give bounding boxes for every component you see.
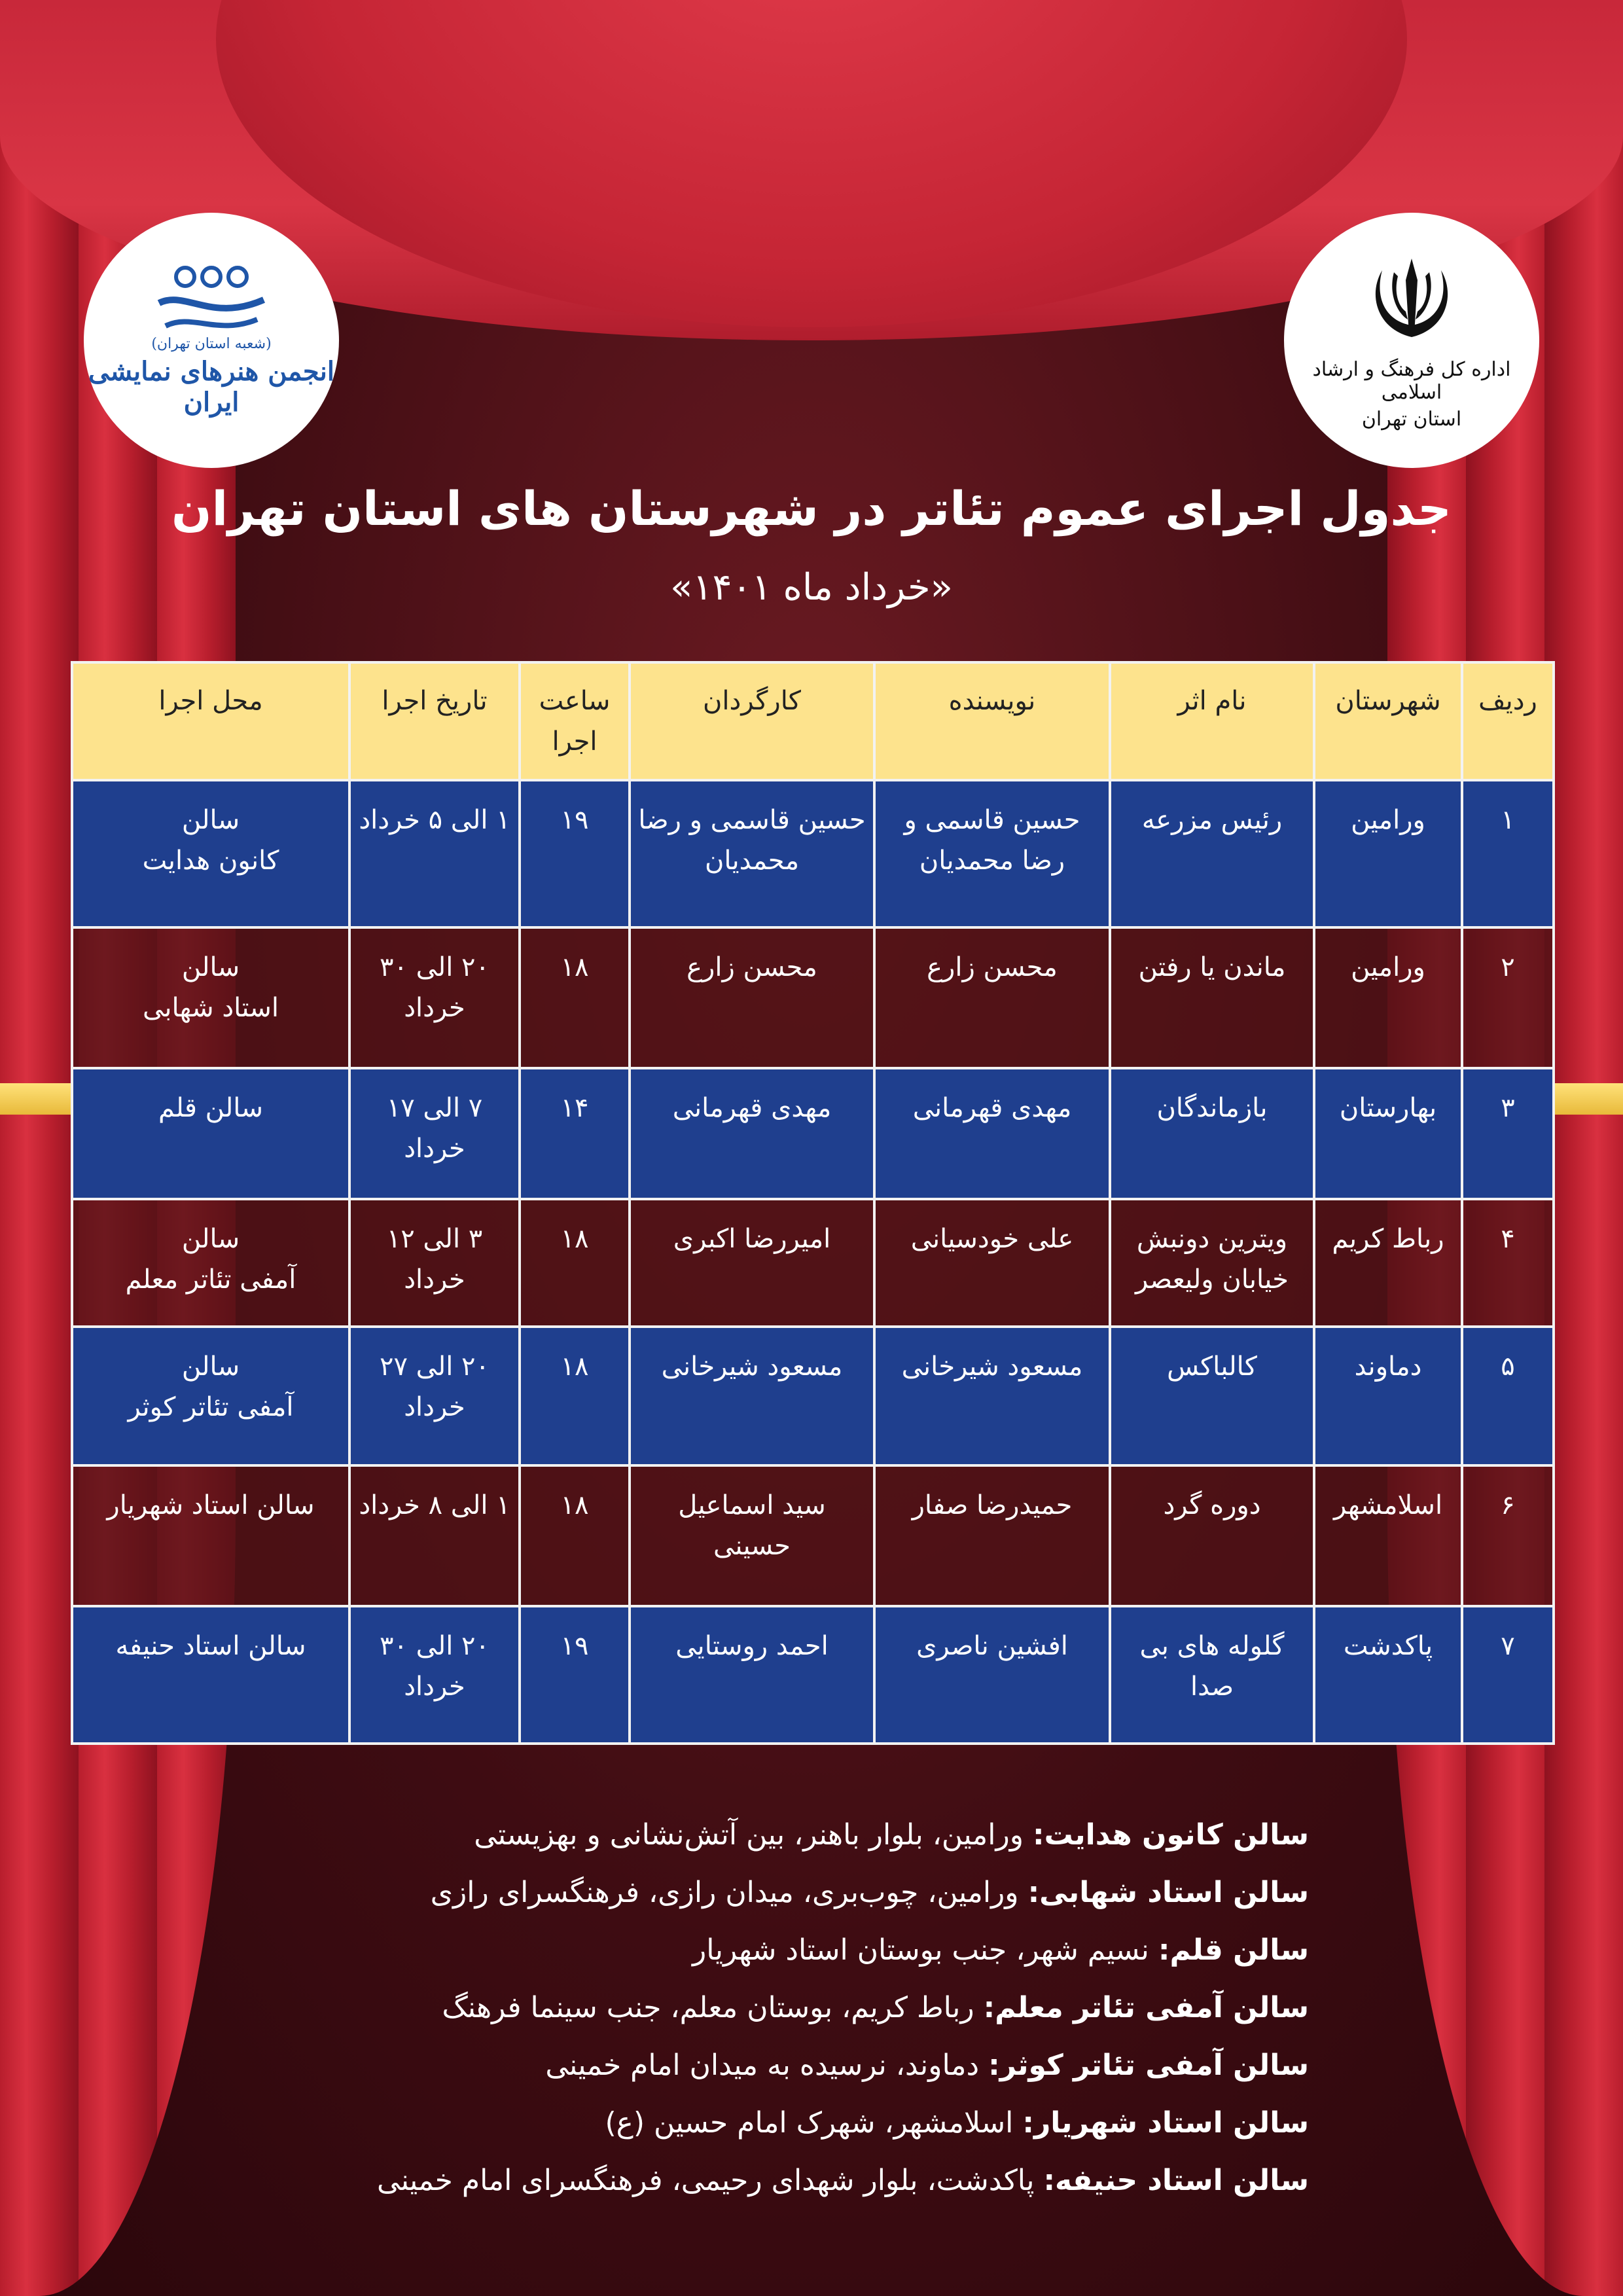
header-city: شهرستان <box>1314 662 1462 780</box>
cell-director: امیررضا اکبری <box>630 1199 874 1327</box>
cell-row-number: ۴ <box>1462 1199 1554 1327</box>
cell-work: ویترین دونبش خیابان ولیعصر <box>1110 1199 1314 1327</box>
venue-address: رباط کریم، بوستان معلم، جنب سینما فرهنگ <box>442 1991 974 2024</box>
ministry-name: اداره کل فرهنگ و ارشاد اسلامی <box>1312 357 1511 404</box>
ministry-province: استان تهران <box>1361 407 1462 431</box>
header-venue: محل اجرا <box>72 662 349 780</box>
cell-city: پاکدشت <box>1314 1606 1462 1744</box>
cell-director: حسین قاسمی و رضا محمدیان <box>630 780 874 927</box>
venue-line-1: سالن <box>181 1352 240 1382</box>
header-writer: نویسنده <box>874 662 1110 780</box>
schedule-table <box>71 661 1555 1745</box>
cell-director: سید اسماعیل حسینی <box>630 1465 874 1606</box>
cell-venue <box>72 1465 349 1606</box>
cell-date: ۱ الی ۸ خرداد <box>349 1465 520 1606</box>
header-row-number: ردیف <box>1462 662 1554 780</box>
cell-city: بهارستان <box>1314 1068 1462 1199</box>
cell-row-number: ۷ <box>1462 1606 1554 1744</box>
table-row <box>72 1465 1554 1606</box>
cell-row-number: ۵ <box>1462 1327 1554 1465</box>
table-row <box>72 1199 1554 1327</box>
cell-date: ۱ الی ۵ خرداد <box>349 780 520 927</box>
cell-work: کالباکس <box>1110 1327 1314 1465</box>
table-header-row <box>72 662 1554 780</box>
cell-row-number: ۳ <box>1462 1068 1554 1199</box>
cell-date: ۷ الی ۱۷ خرداد <box>349 1068 520 1199</box>
venue-name: سالن کانون هدایت: <box>1032 1818 1309 1852</box>
venue-address: ورامین، بلوار باهنر، بین آتش‌نشانی و بهزیستی <box>474 1818 1024 1852</box>
cell-date: ۲۰ الی ۲۷ خرداد <box>349 1327 520 1465</box>
cell-date: ۳ الی ۱۲ خرداد <box>349 1199 520 1327</box>
venue-line-2: کانون هدایت <box>142 846 279 876</box>
association-logo <box>84 213 339 468</box>
venue-line-2: استاد شهابی <box>142 993 279 1023</box>
curtain-tie-left <box>0 1083 79 1115</box>
header-date: تاریخ اجرا <box>349 662 520 780</box>
venue-address: پاکدشت، بلوار شهدای رحیمی، فرهنگسرای امام خمینی <box>377 2164 1035 2197</box>
cell-writer: حسین قاسمی و رضا محمدیان <box>874 780 1110 927</box>
venue-address-item <box>196 1979 1309 2037</box>
venue-address: نسیم شهر، جنب بوستان استاد شهریار <box>692 1933 1149 1967</box>
cell-time: ۱۸ <box>520 927 630 1068</box>
cell-row-number: ۶ <box>1462 1465 1554 1606</box>
cell-row-number: ۱ <box>1462 780 1554 927</box>
table-row <box>72 1068 1554 1199</box>
venue-line-1: سالن استاد حنیفه <box>115 1631 306 1661</box>
cell-director: محسن زارع <box>630 927 874 1068</box>
venue-name: سالن استاد حنیفه: <box>1043 2164 1309 2197</box>
cell-venue <box>72 1606 349 1744</box>
venue-address-item <box>196 1806 1309 1864</box>
cell-venue <box>72 1327 349 1465</box>
cell-time: ۱۸ <box>520 1327 630 1465</box>
venue-address-item <box>196 2037 1309 2094</box>
cell-city: ورامین <box>1314 780 1462 927</box>
venue-line-1: سالن <box>181 952 240 982</box>
page-subtitle: «خرداد ماه ۱۴۰۱» <box>670 566 953 609</box>
cell-writer: مسعود شیرخانی <box>874 1327 1110 1465</box>
venue-address: دماوند، نرسیده به میدان امام خمینی <box>545 2049 980 2082</box>
venue-name: سالن استاد شهابی: <box>1027 1876 1309 1909</box>
cell-writer: مهدی قهرمانی <box>874 1068 1110 1199</box>
cell-time: ۱۸ <box>520 1465 630 1606</box>
venue-address-item <box>196 1922 1309 1979</box>
cell-work: گلوله های بی صدا <box>1110 1606 1314 1744</box>
cell-work: دوره گرد <box>1110 1465 1314 1606</box>
cell-time: ۱۴ <box>520 1068 630 1199</box>
page-title: جدول اجرای عموم تئاتر در شهرستان های استان تهران <box>171 481 1452 536</box>
cell-city: اسلامشهر <box>1314 1465 1462 1606</box>
cell-venue <box>72 780 349 927</box>
venue-name: سالن آمفی تئاتر معلم: <box>983 1991 1309 2024</box>
table-row <box>72 780 1554 927</box>
venue-line-2: آمفی تئاتر کوثر <box>128 1392 294 1422</box>
cell-time: ۱۹ <box>520 1606 630 1744</box>
venue-line-2: آمفی تئاتر معلم <box>125 1265 296 1295</box>
cell-city: ورامین <box>1314 927 1462 1068</box>
cell-writer: حمیدرضا صفار <box>874 1465 1110 1606</box>
table-row <box>72 927 1554 1068</box>
venue-address: ورامین، چوب‌بری، میدان رازی، فرهنگسرای رازی <box>430 1876 1019 1909</box>
iran-emblem-icon <box>1363 251 1461 349</box>
venue-name: سالن استاد شهریار: <box>1022 2106 1309 2140</box>
venue-address-list <box>196 1806 1309 2210</box>
cell-time: ۱۸ <box>520 1199 630 1327</box>
venue-line-1: سالن <box>181 1224 240 1254</box>
venue-line-1: سالن استاد شهریار <box>107 1490 315 1520</box>
venue-name: سالن آمفی تئاتر کوثر: <box>988 2049 1309 2082</box>
header-time: ساعت اجرا <box>520 662 630 780</box>
venue-name: سالن قلم: <box>1158 1933 1309 1967</box>
cell-work: رئیس مزرعه <box>1110 780 1314 927</box>
cell-venue <box>72 1068 349 1199</box>
cell-work: ماندن یا رفتن <box>1110 927 1314 1068</box>
venue-address-item <box>196 2152 1309 2210</box>
cell-writer: علی خودسیانی <box>874 1199 1110 1327</box>
cell-writer: افشین ناصری <box>874 1606 1110 1744</box>
table-row <box>72 1327 1554 1465</box>
cell-director: مهدی قهرمانی <box>630 1068 874 1199</box>
header-director: کارگردان <box>630 662 874 780</box>
cell-venue <box>72 927 349 1068</box>
cell-date: ۲۰ الی ۳۰ خرداد <box>349 927 520 1068</box>
cell-writer: محسن زارع <box>874 927 1110 1068</box>
table-row <box>72 1606 1554 1744</box>
association-logo-icon <box>146 264 277 336</box>
cell-director: احمد روستایی <box>630 1606 874 1744</box>
venue-line-1: سالن <box>181 805 240 835</box>
venue-address-item <box>196 2094 1309 2152</box>
header-work: نام اثر <box>1110 662 1314 780</box>
cell-city: رباط کریم <box>1314 1199 1462 1327</box>
cell-venue <box>72 1199 349 1327</box>
venue-address: اسلامشهر، شهرک امام حسین (ع) <box>605 2106 1014 2140</box>
cell-date: ۲۰ الی ۳۰ خرداد <box>349 1606 520 1744</box>
association-name: انجمن هنرهای نمایشی ایران <box>88 355 334 418</box>
association-branch: (شعبه استان تهران) <box>151 335 272 352</box>
curtain-tie-right <box>1544 1083 1623 1115</box>
cell-city: دماوند <box>1314 1327 1462 1465</box>
venue-line-1: سالن قلم <box>158 1093 264 1123</box>
cell-time: ۱۹ <box>520 780 630 927</box>
venue-address-item <box>196 1864 1309 1922</box>
cell-work: بازماندگان <box>1110 1068 1314 1199</box>
ministry-logo <box>1284 213 1539 468</box>
cell-row-number: ۲ <box>1462 927 1554 1068</box>
cell-director: مسعود شیرخانی <box>630 1327 874 1465</box>
